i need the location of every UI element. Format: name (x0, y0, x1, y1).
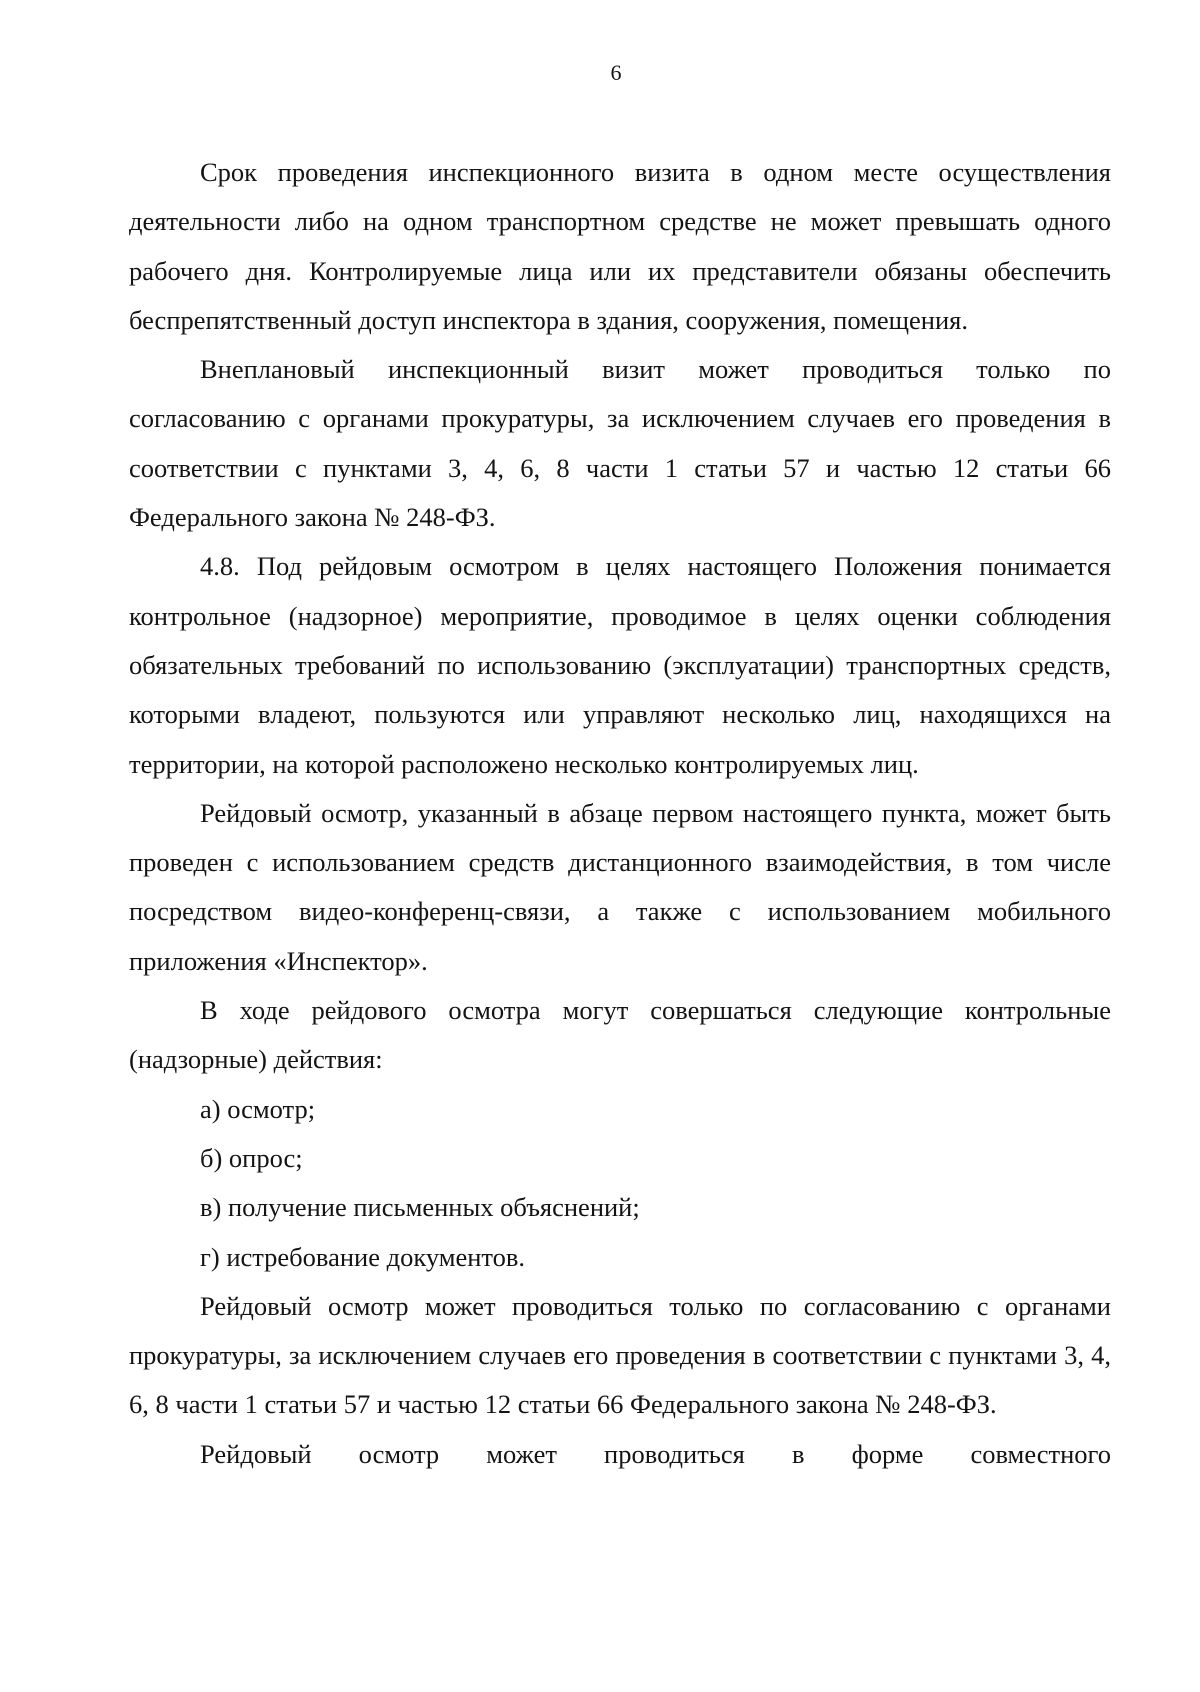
paragraph-raid-prosecutor-approval: Рейдовый осмотр может проводиться только по согласованию с органами прокуратуры, за исключением случаев его проведения в соответствии с пунктами 3, 4, 6, 8 части 1 статьи 57 и частью 12 статьи 66 Федерального закона № 248-ФЗ. (129, 1290, 1111, 1420)
page-number: 6 (610, 60, 622, 85)
paragraph-raid-actions-intro: В ходе рейдового осмотра могут совершаться следующие контрольные (надзорные) действия: (129, 995, 1111, 1075)
list-item-survey: б) опрос; (200, 1142, 303, 1173)
list-item-written-explanations: в) получение письменных объяснений; (200, 1192, 640, 1223)
list-item-document-request: г) истребование документов. (200, 1241, 526, 1272)
document-body (129, 148, 1111, 1479)
paragraph-raid-joint-form: Рейдовый осмотр может проводиться в форме совместного (200, 1438, 1111, 1469)
list-item-inspection: а) осмотр; (200, 1093, 316, 1124)
paragraph-raid-remote-interaction: Рейдовый осмотр, указанный в абзаце первом настоящего пункта, может быть проведен с использованием средств дистанционного взаимодействия, в том числе посредством видео-конференц-связи, а также с использованием мобильного приложения «Инспектор». (129, 797, 1111, 976)
paragraph-unscheduled-visit: Внеплановый инспекционный визит может проводиться только по согласованию с органами прокуратуры, за исключением случаев его проведения в соответствии с пунктами 3, 4, 6, 8 части 1 статьи 57 и частью 12 статьи 66 Федерального закона № 248-ФЗ. (129, 354, 1111, 533)
paragraph-raid-inspection-definition: 4.8. Под рейдовым осмотром в целях настоящего Положения понимается контрольное (надзорное) мероприятие, проводимое в целях оценки соблюдения обязательных требований по использованию (эксплуатации) транспортных средств, которыми владеют, пользуются или управляют несколько лиц, находящихся на территории, на которой расположено несколько контролируемых лиц. (129, 551, 1111, 779)
paragraph-visit-duration: Срок проведения инспекционного визита в одном месте осуществления деятельности либо на одном транспортном средстве не может превышать одного рабочего дня. Контролируемые лица или их представители обязаны обеспечить беспрепятственный доступ инспектора в здания, сооружения, помещения. (129, 157, 1111, 335)
